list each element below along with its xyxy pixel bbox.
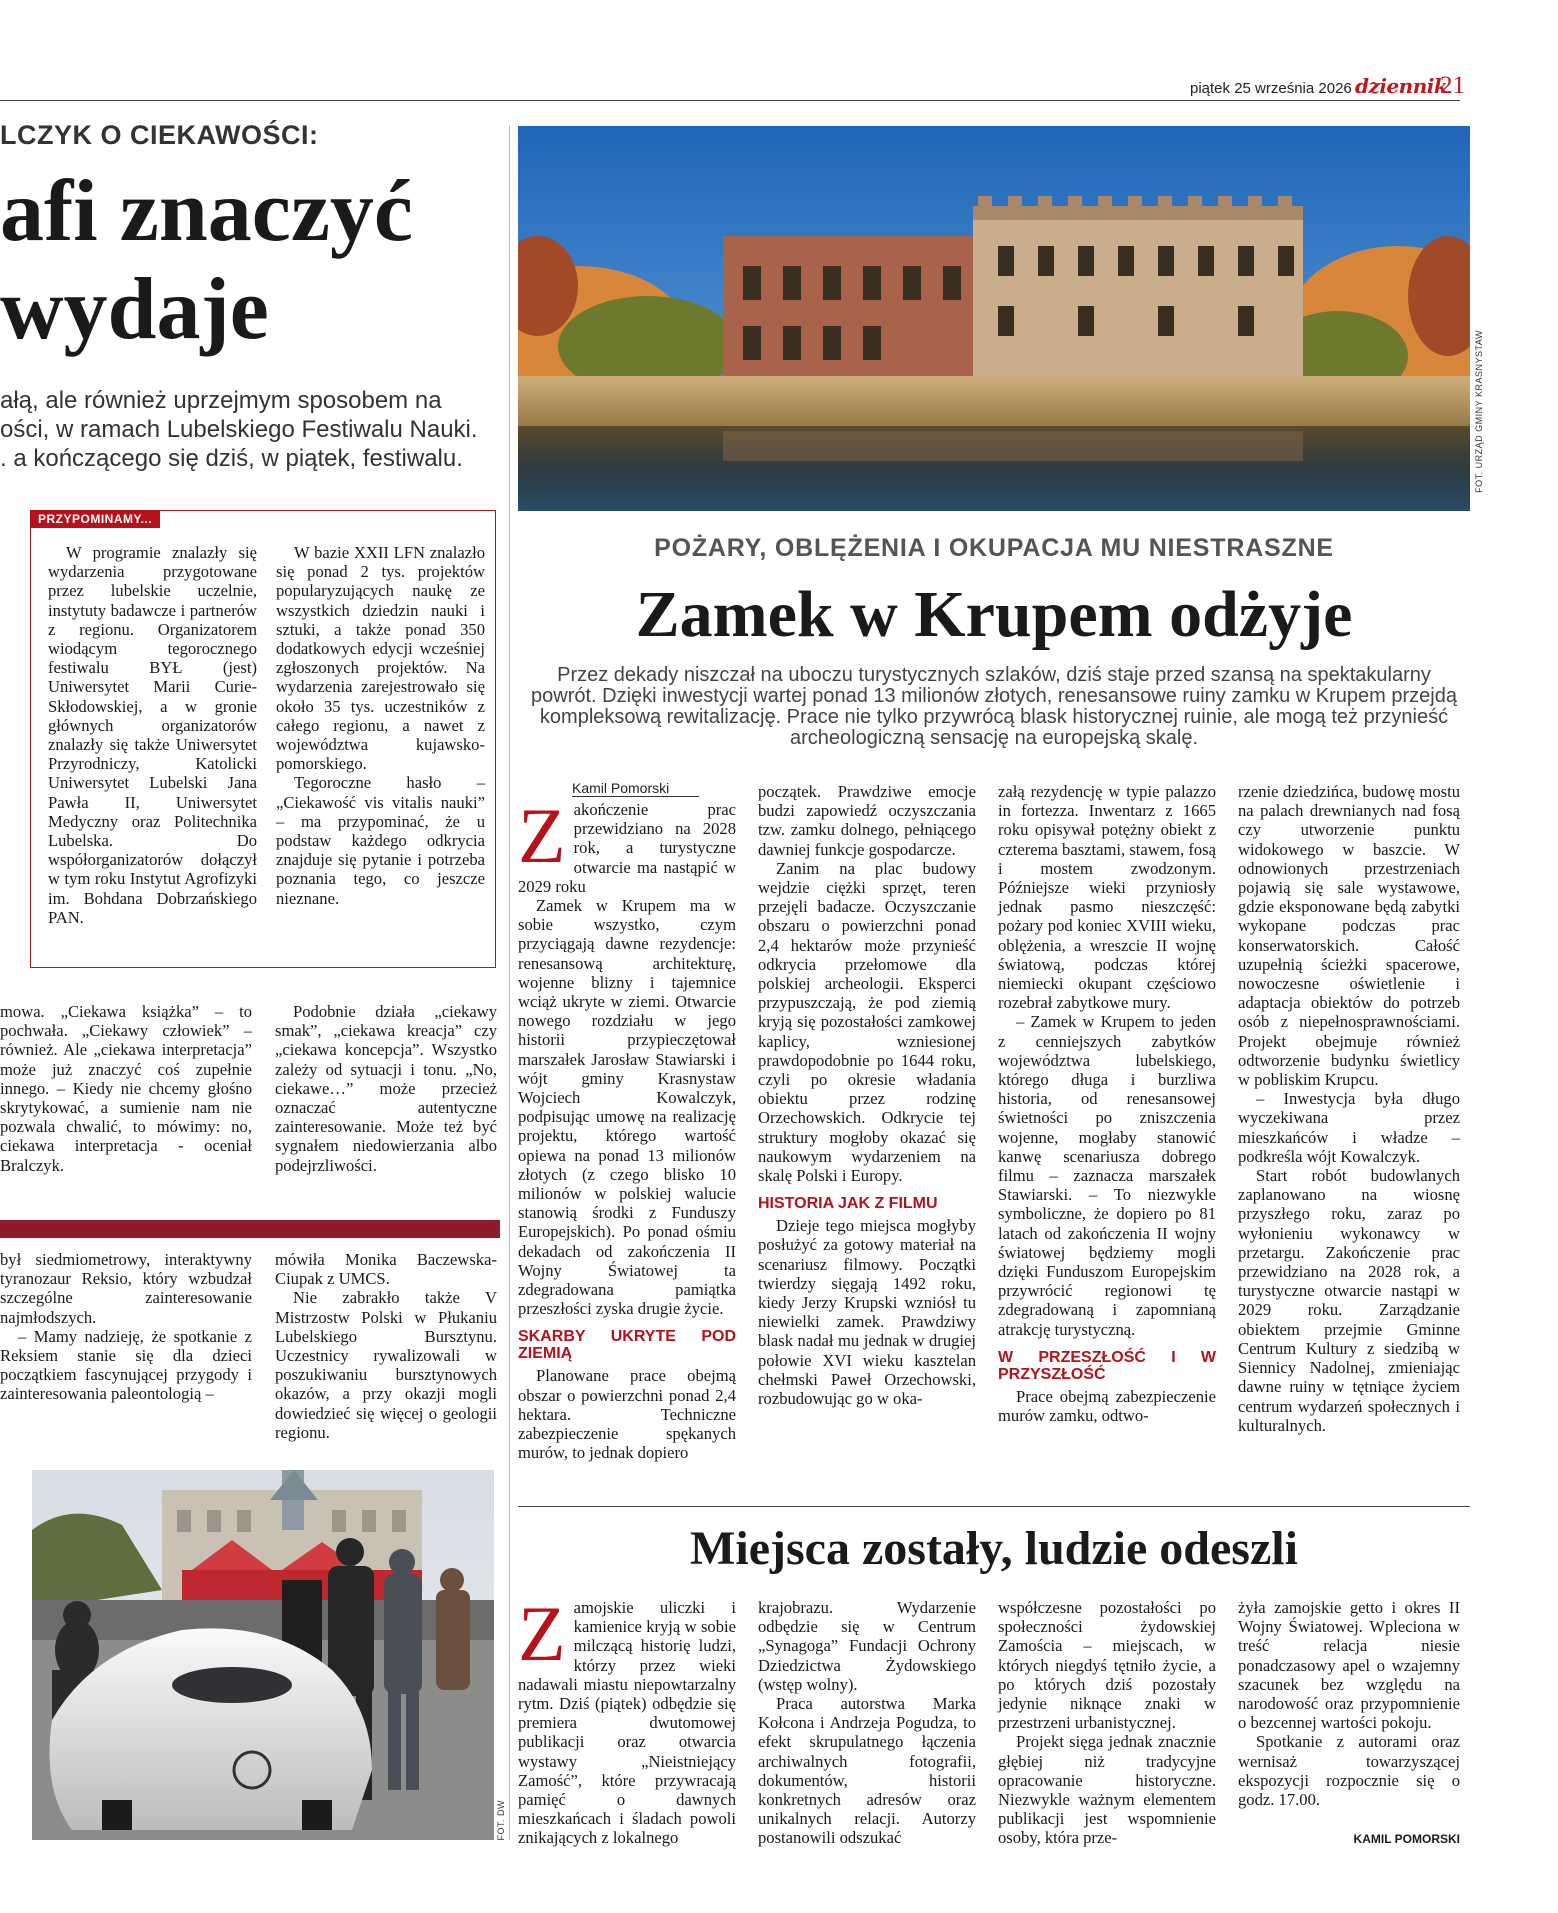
paragraph: Zanim na plac budowy wejdzie ciężki sprzęt, teren przejęli badacze. Oczyszczanie obszaru o powierzchni ponad 2,4 hektarów może przynieść odkrycia przełomowe dla polskiej archeologii. Eksperci przypuszczają, że pod ziemią kryją się pozostałości zamkowej kaplicy, wzniesionej prawdopodobnie po 1644 roku, czyli po okresie władania obiektu przez rodzinę Orzechowskich. Odkrycie tej struktury mogłoby okazać się naukowym wydarzeniem na skalę Polski i Europy.	[758, 858, 976, 1186]
section-rule	[518, 1506, 1470, 1507]
paragraph: Start robót budowlanych zaplanowano na wiosnę przyszłego roku, zaraz po wyłonieniu wykonawcy w przetargu. Zakończenie prac przewidziano na 2028 rok, a turystyczne otwarcie nastąpi w 2029 roku. Zarządzanie obiektem przejmie Gminne Centrum Kultury z siedzibą w Siennicy Nadolnej, zmieniając dawne ruiny w tętniące życiem centrum wydarzeń społecznych i kulturalnych.	[1238, 1166, 1460, 1435]
issue-date: piątek 25 września 2026	[1190, 80, 1352, 97]
paragraph: żyła zamojskie getto i okres II Wojny Światowej. Wpleciona w treść relacja niesie ponadczasowy apel o wzajemny szacunek bez względu na narodowość oraz przypomnienie o bezcennej wartości pokoju.	[1238, 1598, 1460, 1733]
event-photo-illustration	[32, 1470, 494, 1840]
paragraph: załą rezydencję w typie palazzo in fortezza. Inwentarz z 1665 roku opisywał potężny obiekt z czterema basztami, stawem, fosą i mostem zwodzonym. Późniejsze wieki przyniosły jednak pasmo nieszczęść: pożary pod koniec XVIII wieku, oblężenia, a wreszcie II wojnę światową, podczas której niemiecki okupant częściowo rozebrał zabytkowe mury.	[998, 782, 1216, 1013]
paragraph: – Zamek w Krupem to jeden z cenniejszych zabytków województwa lubelskiego, którego długa i burzliwa historia, od renesansowej świetności po zniszczenia wojenne, mogłaby stanowić kanwę scenariusza dobrego filmu – zaznacza marszałek Stawiarski. – To niezwykle symboliczne, że dopiero po 81 latach od zakończenia II wojny światowej będziemy mogli dzięki Funduszom Europejskim przywrócić regionowi tę zdegradowaną i zapomnianą atrakcję turystyczną.	[998, 1012, 1216, 1339]
paragraph: – Mamy nadzieję, że spotkanie z Reksiem stanie się dla dzieci początkiem fascynującej przygody i zainteresowania paleontologią –	[0, 1326, 252, 1404]
paragraph: Planowane prace obejmą obszar o powierzchni ponad 2,4 hektara. Techniczne zabezpieczenie spękanych murów, to jednak dopiero	[518, 1366, 736, 1463]
event-photo	[32, 1470, 494, 1840]
page-number: 21	[1440, 72, 1465, 99]
left-lead	[0, 386, 478, 473]
author-signature: KAMIL POMORSKI	[1353, 1832, 1460, 1846]
red-divider-bar	[0, 1220, 500, 1238]
reminder-text: W bazie XXII LFN znalazło się ponad 2 tys. projektów popularyzujących naukę ze wszystkich dziedzin nauki i sztuki, a także ponad 350 dodatkowych edycji wcześniej zgłoszonych projektów. Na wydarzenia zarejestrowało się około 35 tys. uczestników z całego regionu, a nawet z województwa kujawsko-pomorskiego.	[276, 543, 485, 774]
section-subhead: W PRZESZŁOŚĆ I W PRZYSZŁOŚĆ	[998, 1348, 1216, 1383]
paragraph: był siedmiometrowy, interaktywny tyranozaur Reksio, który wzbudzał szczególne zainteresowanie najmłodszych.	[0, 1250, 252, 1327]
castle-col3	[998, 782, 1216, 1425]
paragraph: Spotkanie z autorami oraz wernisaż towarzyszącej ekspozycji rozpocznie się o godz. 17.00.	[1238, 1732, 1460, 1810]
paragraph: Nie zabrakło także V Mistrzostw Polski w Płukaniu Lubelskiego Bursztynu. Uczestnicy rywalizowali w poszukiwaniu bursztynowych okazów, a przy okazji mogli dowiedzieć się więcej o geologii regionu.	[275, 1288, 497, 1442]
left-headline-line2: wydaje	[0, 261, 269, 358]
left-low-col1	[0, 1250, 252, 1404]
section-subhead: SKARBY UKRYTE POD ZIEMIĄ	[518, 1328, 736, 1363]
reminder-label: PRZYPOMINAMY...	[30, 510, 160, 528]
section-subhead: HISTORIA JAK Z FILMU	[758, 1195, 938, 1213]
dropcap: Z	[518, 792, 566, 879]
paragraph: Zamek w Krupem ma w sobie wszystko, czym przyciągają dawne rezydencje: renesansową architekturę, wojenne blizny i tajemnice wciąż ukryte w ziemi. Otwarcie nowego rozdziału w jego historii przypieczętował marszałek Jarosław Stawiarski i wójt gminy Krasnystaw Wojciech Kowalczyk, podpisując umowę na realizację projektu, którego wartość opiewa na ponad 13 milionów złotych (z czego blisko 10 milionów w polskiej walucie stanowią środki z Funduszy Europejskich). Po ponad ośmiu dekadach od zakończenia II Wojny Światowej ta zdegradowana pamiątka przeszłości zyska drugie życie.	[518, 896, 736, 1319]
castle-col1	[518, 792, 736, 1463]
paragraph: mowa. „Ciekawa książka” – to pochwała. „Ciekawy człowiek” – również. Ale „ciekawa interpretacja” może już znaczyć coś zupełnie innego. – Kiedy nie chcemy głośno skrytykować, a sumienie nam nie pozwala chwalić, to mówimy: no, ciekawa interpretacja - oceniał Bralczyk.	[0, 1002, 252, 1175]
paragraph: – Inwestycja była długo wyczekiwana przez mieszkańców i władze – podkreśla wójt Kowalczyk.	[1238, 1089, 1460, 1166]
left-lead-line: ości, w ramach Lubelskiego Festiwalu Nauki.	[0, 416, 478, 443]
reminder-text: Tegoroczne hasło – „Ciekawość vis vitalis nauki” – ma przypominać, że u podstaw każdego odkrycia znajduje się pytanie i potrzeba poznania tego, co jeszcze nieznane.	[276, 773, 485, 908]
paragraph: Prace obejmą zabezpieczenie murów zamku, odtwo-	[998, 1386, 1216, 1426]
castle-col2	[758, 782, 976, 1408]
reminder-text: W programie znalazły się wydarzenia przygotowane przez lubelskie uczelnie, instytuty badawcze i partnerów z regionu. Organizatorem wiodącym tegorocznego festiwalu BYŁ (jest) Uniwersytet Marii Curie-Skłodowskiej, a w gronie głównych organizatorów znalazły się także Uniwersytet Przyrodniczy, Katolicki Uniwersytet Lubelski Jana Pawła II, Uniwersytet Medyczny oraz Politechnika Lubelska. Do współorganizatorów dołączył w tym roku Instytut Agrofizyki im. Bohdana Dobrzańskiego PAN.	[48, 543, 257, 927]
castle-lead: Przez dekady niszczał na uboczu turystycznych szlaków, dziś staje przed szansą na spektakularny powrót. Dzięki inwestycji wartej ponad 13 milionów złotych, renesansowe ruiny zamku w Krupem przejdą kompleksową rewitalizację. Prace nie tylko przywrócą blask historycznej ruinie, ale mogą też przynieść archeologiczną sensację na europejską skalę.	[531, 664, 1457, 749]
event-photo-credit: FOT. DW	[496, 1800, 506, 1841]
castle-headline: Zamek w Krupem odżyje	[635, 578, 1353, 651]
castle-col4	[1238, 782, 1460, 1435]
paragraph: mówiła Monika Baczewska-Ciupak z UMCS.	[275, 1250, 497, 1289]
left-low-col2	[275, 1250, 497, 1442]
castle-photo-illustration	[518, 126, 1470, 511]
header-rule	[0, 100, 1460, 101]
dropcap: Z	[518, 1590, 566, 1677]
paragraph: Projekt sięga jednak znacznie głębiej niż tradycyjne opracowanie historyczne. Niezwykle ważnym elementem publikacji jest wspomnienie osoby, która prze-	[998, 1732, 1216, 1848]
column-divider	[509, 125, 510, 1840]
paragraph: współczesne pozostałości po społeczności żydowskiej Zamościa – miejscach, w których niegdyś tętniło życie, a po których dziś pozostały jedynie niknące znaki w przestrzeni urbanistycznej.	[998, 1598, 1216, 1733]
paragraph: Dzieje tego miejsca mogłyby posłużyć za gotowy materiał na scenariusz filmowy. Początki twierdzy sięgają 1492 roku, kiedy Jerzy Krupski wzniósł tu niewielki zamek. Prawdziwy blask nadał mu jednak w drugiej połowie XVI wieku kasztelan chełmski Paweł Orzechowski, rozbudowując go w oka-	[758, 1216, 976, 1409]
left-headline-line1: afi znaczyć	[0, 163, 413, 260]
zamosc-headline: Miejsca zostały, ludzie odeszli	[690, 1522, 1298, 1575]
reminder-col1	[48, 543, 257, 927]
zamosc-col1	[518, 1590, 736, 1848]
castle-photo-credit: FOT. URZĄD GMINY KRASNYSTAW	[1474, 330, 1484, 493]
paragraph: początek. Prawdziwe emocje budzi zapowiedź oczyszczania tzw. zamku dolnego, pełniącego dawniej funkcje gospodarcze.	[758, 782, 976, 859]
paragraph: rzenie dziedzińca, budowę mostu na palach drewnianych nad fosą czy utworzenie punktu widokowego w baszcie. W odnowionych przestrzeniach pojawią się sale wystawowe, gdzie eksponowane będą zabytki wykopane podczas prac konserwatorskich. Całość uzupełnią ścieżki spacerowe, nowoczesne oświetlenie i adaptacja obiektów do potrzeb osób z niepełnosprawnościami. Projekt obejmuje również odtworzenie budynku świetlicy w pobliskim Krupcu.	[1238, 782, 1460, 1090]
left-lead-line: ałą, ale również uprzejmym sposobem na	[0, 387, 442, 414]
zamosc-col4	[1238, 1598, 1460, 1809]
castle-kicker: POŻARY, OBLĘŻENIA I OKUPACJA MU NIESTRASZNE	[654, 534, 1334, 562]
reminder-col2	[276, 543, 485, 908]
paragraph: Podobnie działa „ciekawy smak”, „ciekawa kreacja” czy „ciekawa koncepcja”. Wszystko zależy od sytuacji i tonu. „No, ciekawe…” może przecież oznaczać autentyczne zainteresowanie. Może też być sygnałem niedowierzania albo podejrzliwości.	[275, 1002, 497, 1175]
zamosc-col2	[758, 1598, 976, 1848]
castle-author: Kamil Pomorski	[572, 780, 699, 797]
left-mid-col1	[0, 1002, 252, 1175]
zamosc-col3	[998, 1598, 1216, 1848]
castle-photo	[518, 126, 1470, 511]
left-kicker: LCZYK O CIEKAWOŚCI:	[0, 120, 319, 150]
paragraph: krajobrazu. Wydarzenie odbędzie się w Centrum „Synagoga” Fundacji Ochrony Dziedzictwa Żydowskiego (wstęp wolny).	[758, 1598, 976, 1694]
left-lead-line: . a kończącego się dziś, w piątek, festiwalu.	[0, 445, 463, 472]
left-mid-col2	[275, 1002, 497, 1175]
brand-logo: dziennik	[1355, 74, 1448, 98]
paragraph: Praca autorstwa Marka Kołcona i Andrzeja Pogudza, to efekt skrupulatnego łączenia archiwalnych fotografii, dokumentów, historii konkretnych adresów oraz unikalnych relacji. Autorzy postanowili odszukać	[758, 1694, 976, 1848]
paragraph: akończenie prac przewidziano na 2028 rok, a turystyczne otwarcie ma nastąpić w 2029 roku	[518, 800, 736, 896]
paragraph: amojskie uliczki i kamienice kryją w sobie milczącą historię ludzi, którzy przez wieki nadawali miastu niepowtarzalny rytm. Dziś (piątek) odbędzie się premiera dwutomowej publikacji oraz otwarcia wystawy „Nieistniejący Zamość”, które przywracają pamięć o dawnych mieszkańcach i śladach powoli znikających z lokalnego	[518, 1598, 736, 1848]
